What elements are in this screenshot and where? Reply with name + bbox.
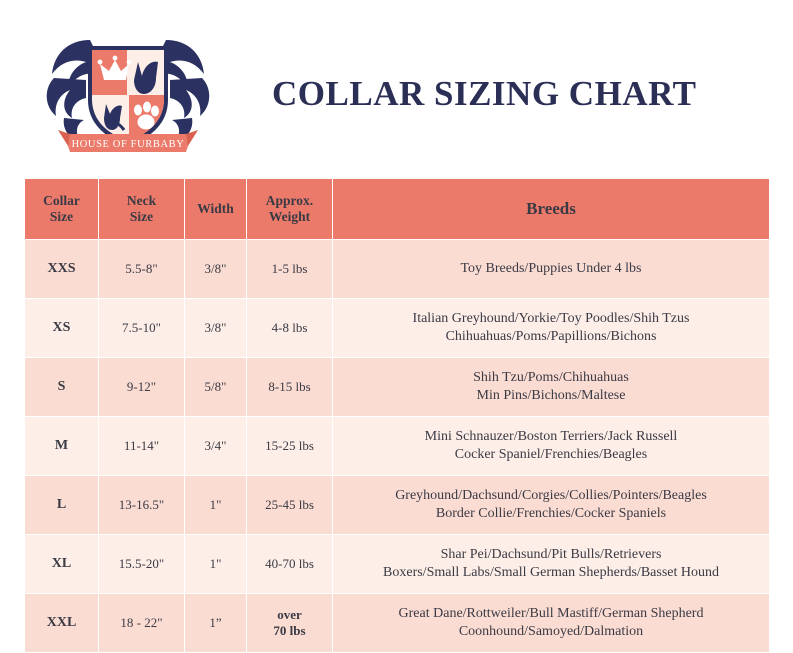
page-header [0, 0, 793, 168]
table-row [25, 358, 770, 417]
logo-brand-text: HOUSE OF FURBABY [71, 139, 185, 150]
cell-weight: over 70 lbs [247, 594, 333, 653]
table-row [25, 240, 770, 299]
column-header-width: Width [185, 179, 247, 240]
sizing-table-container [24, 178, 769, 653]
table-body [25, 240, 770, 653]
column-header-collar-size: Collar Size [25, 179, 99, 240]
cell-collar-size: XXS [25, 240, 99, 299]
cell-breeds: Mini Schnauzer/Boston Terriers/Jack Russell Cocker Spaniel/Frenchies/Beagles [333, 417, 770, 476]
cell-width: 3/8" [185, 240, 247, 299]
cell-neck-size: 15.5-20" [99, 535, 185, 594]
cell-width: 1" [185, 535, 247, 594]
cell-width: 1” [185, 594, 247, 653]
cell-neck-size: 13-16.5" [99, 476, 185, 535]
cell-width: 5/8" [185, 358, 247, 417]
cell-weight: 25-45 lbs [247, 476, 333, 535]
cell-neck-size: 18 - 22" [99, 594, 185, 653]
cell-neck-size: 7.5-10" [99, 299, 185, 358]
cell-collar-size: XS [25, 299, 99, 358]
cell-weight: 40-70 lbs [247, 535, 333, 594]
house-of-furbaby-crest-logo [28, 18, 228, 158]
cell-breeds: Great Dane/Rottweiler/Bull Mastiff/German Shepherd Coonhound/Samoyed/Dalmation [333, 594, 770, 653]
table-row [25, 594, 770, 653]
column-header-neck-size: Neck Size [99, 179, 185, 240]
cell-neck-size: 9-12" [99, 358, 185, 417]
cell-width: 3/8" [185, 299, 247, 358]
cell-collar-size: M [25, 417, 99, 476]
cell-collar-size: XL [25, 535, 99, 594]
cell-neck-size: 5.5-8" [99, 240, 185, 299]
cell-width: 3/4" [185, 417, 247, 476]
cell-weight: 4-8 lbs [247, 299, 333, 358]
cell-collar-size: L [25, 476, 99, 535]
column-header-breeds: Breeds [333, 179, 770, 240]
cell-breeds: Toy Breeds/Puppies Under 4 lbs [333, 240, 770, 299]
page-title: COLLAR SIZING CHART [272, 74, 697, 113]
cell-weight: 15-25 lbs [247, 417, 333, 476]
cell-weight: 1-5 lbs [247, 240, 333, 299]
cell-width: 1" [185, 476, 247, 535]
cell-breeds: Italian Greyhound/Yorkie/Toy Poodles/Shih Tzus Chihuahuas/Poms/Papillions/Bichons [333, 299, 770, 358]
cell-collar-size: XXL [25, 594, 99, 653]
cell-breeds: Shih Tzu/Poms/Chihuahuas Min Pins/Bichons/Maltese [333, 358, 770, 417]
cell-neck-size: 11-14" [99, 417, 185, 476]
brand-logo [28, 18, 228, 158]
table-row [25, 417, 770, 476]
cell-weight: 8-15 lbs [247, 358, 333, 417]
cell-breeds: Shar Pei/Dachsund/Pit Bulls/Retrievers Boxers/Small Labs/Small German Shepherds/Basset Hound [333, 535, 770, 594]
table-header-row [25, 179, 770, 240]
cell-collar-size: S [25, 358, 99, 417]
collar-sizing-table [24, 178, 770, 653]
table-row [25, 476, 770, 535]
table-row [25, 299, 770, 358]
cell-breeds: Greyhound/Dachsund/Corgies/Collies/Pointers/Beagles Border Collie/Frenchies/Cocker Spaniels [333, 476, 770, 535]
column-header-approx-weight: Approx. Weight [247, 179, 333, 240]
table-row [25, 535, 770, 594]
